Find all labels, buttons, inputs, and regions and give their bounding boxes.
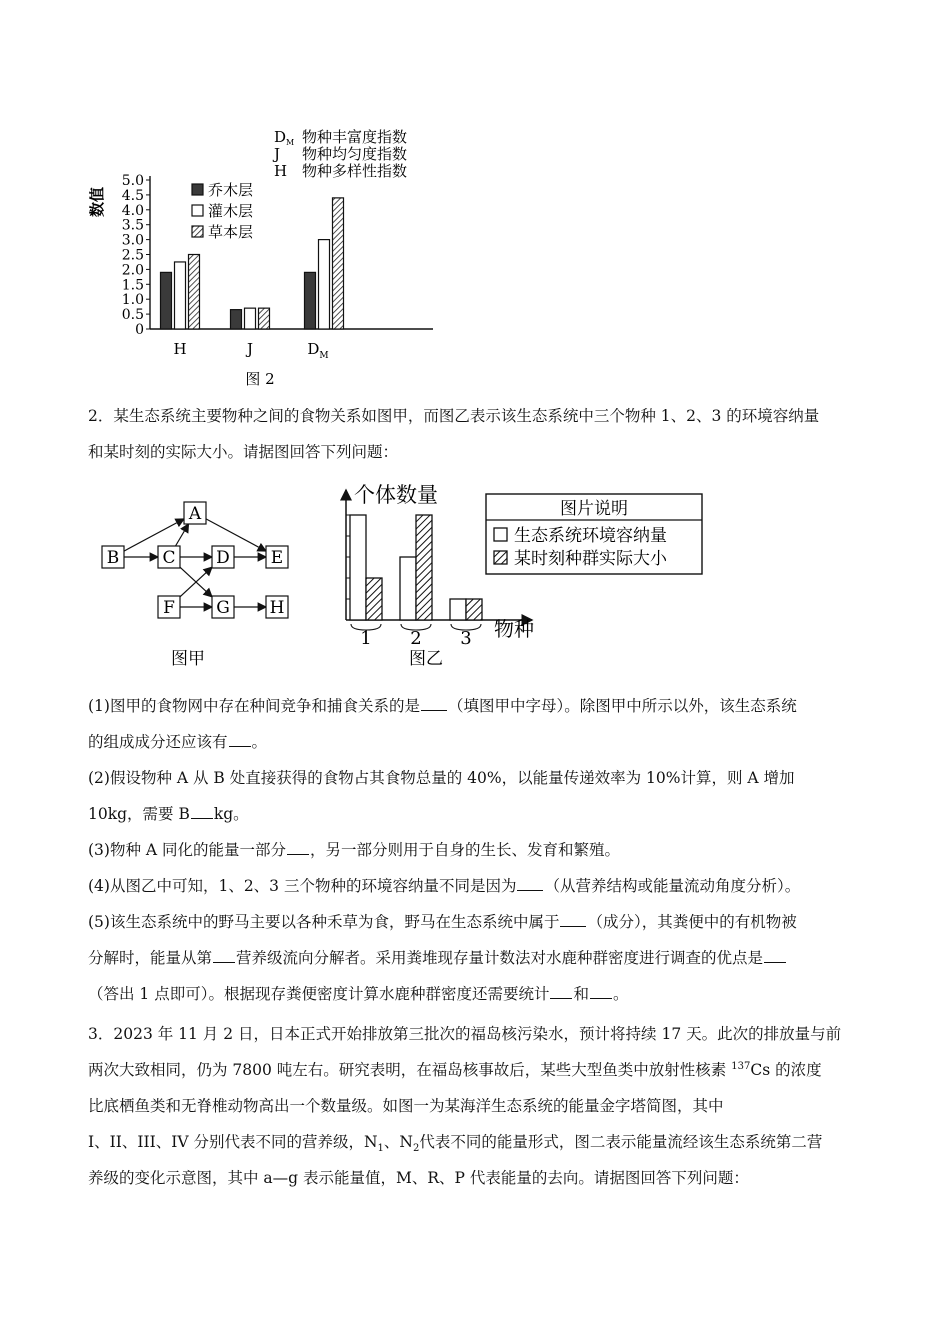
answer-blank[interactable] [287, 840, 309, 855]
q3-line5: 养级的变化示意图，其中 a—g 表示能量值，M、R、P 代表能量的去向。请据图回答下列问题： [88, 1169, 749, 1187]
yi-legend-swatch-capacity [494, 528, 507, 541]
yi-bar-2-capacity [400, 557, 416, 620]
index-legend-text: 物种均匀度指数 [302, 145, 408, 163]
index-legend-text: 物种多样性指数 [302, 162, 408, 180]
answer-blank[interactable] [421, 696, 447, 711]
q3-line2: 两次大致相同，仍为 7800 吨左右。研究表明，在福岛核事故后，某些大型鱼类中放射性核素 $^{137}$Cs 的浓度 [88, 1060, 822, 1079]
bar-J-乔木层 [231, 310, 242, 329]
answer-blank[interactable] [229, 732, 251, 747]
node-label-G: G [216, 598, 230, 618]
figure-2-bar-chart [88, 122, 448, 394]
food-web-diagram [86, 484, 296, 674]
y-tick-labels [122, 173, 150, 338]
legend-swatch [192, 226, 203, 237]
question-2-subquestions [88, 688, 868, 1012]
yi-y-label: 个体数量 [354, 483, 438, 507]
answer-blank[interactable] [517, 876, 543, 891]
q2-s5-cont1: 分解时，能量从第 营养级流向分解者。采用粪堆现存量计数法对水鹿种群密度进行调查的优点是 [88, 949, 787, 967]
yi-bar-3-actual [466, 599, 482, 620]
answer-blank[interactable] [213, 948, 235, 963]
legend-label: 乔木层 [208, 181, 254, 199]
y-tick-label: 1.0 [121, 292, 144, 309]
answer-blank[interactable] [590, 984, 612, 999]
food-web-arrows [124, 519, 266, 607]
node-label-E: E [270, 548, 284, 568]
legend-swatch [192, 184, 203, 195]
answer-blank[interactable] [764, 948, 786, 963]
legend-swatch [192, 205, 203, 216]
answer-blank[interactable] [550, 984, 572, 999]
yi-bars [350, 515, 482, 620]
answer-blank[interactable] [560, 912, 586, 927]
q3-line3: 比底栖鱼类和无脊椎动物高出一个数量级。如图一为某海洋生态系统的能量金字塔简图，其中 [88, 1097, 724, 1115]
yi-legend-item-capacity: 生态系统环境容纳量 [514, 526, 667, 546]
bar-J-草本层 [259, 308, 270, 329]
q3-line4: I、II、III、IV 分别代表不同的营养级，$N_1$、$N_2$代表不同的能量形式，图二表示能量流经该生态系统第二营 [88, 1133, 823, 1155]
population-bar-chart [334, 476, 714, 676]
q2-s5: (5)该生态系统中的野马主要以各种禾草为食，野马在生态系统中属于 （成分），其粪便中的有机物被 [88, 913, 797, 931]
q2-intro-line2: 和某时刻的实际大小。请据图回答下列问题： [88, 443, 399, 461]
index-legend [272, 128, 407, 180]
series-legend [192, 181, 253, 241]
yi-x-tick-label: 1 [360, 628, 372, 649]
index-legend-abbr: J [274, 145, 281, 163]
food-web-nodes [102, 502, 288, 618]
yi-x-label: 物种 [494, 617, 534, 641]
q2-s3: (3)物种 A 同化的能量一部分 ，另一部分则用于自身的生长、发育和繁殖。 [88, 841, 621, 859]
bar-DM-乔木层 [305, 272, 316, 329]
yi-legend-box [486, 494, 702, 574]
y-tick-label: 0.5 [121, 307, 144, 324]
yi-bar-3-capacity [450, 599, 466, 620]
y-tick-label: 0 [135, 322, 144, 338]
q2-s2: (2)假设物种 A 从 B 处直接获得的食物占其食物总量的 40%，以能量传递效率为 10%计算，则 A 增加 [88, 769, 795, 787]
node-label-F: F [163, 598, 175, 618]
legend-label: 草本层 [208, 223, 254, 241]
y-tick-label: 1.5 [121, 277, 144, 294]
yi-legend-swatch-actual [494, 551, 507, 564]
node-label-D: D [216, 548, 230, 568]
y-tick-label: 3.0 [121, 232, 144, 249]
node-label-A: A [188, 504, 202, 524]
q2-intro-line1: 2．某生态系统主要物种之间的食物关系如图甲，而图乙表示该生态系统中三个物种 1、2、3 的环境容纳量 [88, 407, 820, 425]
x-tick-label: H [173, 340, 187, 358]
node-label-H: H [269, 598, 285, 618]
x-tick-labels [173, 340, 328, 361]
node-label-C: C [162, 548, 176, 568]
yi-x-tick-labels [351, 624, 481, 649]
yi-bar-1-capacity [350, 515, 366, 620]
y-tick-label: 4.0 [121, 202, 144, 219]
q2-s4: (4)从图乙中可知，1、2、3 三个物种的环境容纳量不同是因为 （从营养结构或能量流动角度分析）。 [88, 877, 801, 895]
web-caption: 图甲 [171, 649, 205, 669]
index-legend-text: 物种丰富度指数 [302, 128, 408, 146]
yi-bar-2-actual [416, 515, 432, 620]
y-tick-label: 3.5 [121, 217, 144, 234]
q2-s1: (1)图甲的食物网中存在种间竞争和捕食关系的是 （填图甲中字母）。除图甲中所示以外，该生态系统 [88, 697, 797, 715]
question-3-text [88, 1016, 868, 1196]
yi-legend-item-actual: 某时刻种群实际大小 [514, 549, 667, 569]
y-axis-label: 数值 [88, 186, 106, 218]
figure-caption: 图 2 [245, 370, 275, 388]
bar-H-灌木层 [175, 262, 186, 329]
y-tick-label: 5.0 [121, 173, 144, 189]
index-legend-abbr: $D_M$ [274, 128, 295, 147]
q2-s5-cont2: （答出 1 点即可）。根据现存粪便密度计算水鹿种群密度还需要统计 和 。 [88, 985, 629, 1003]
yi-legend-title: 图片说明 [560, 499, 628, 519]
yi-x-tick-label: 2 [410, 628, 422, 649]
y-tick-label: 4.5 [121, 187, 144, 204]
arrow-C-to-A [176, 524, 189, 546]
yi-caption: 图乙 [409, 649, 443, 669]
yi-bar-1-actual [366, 578, 382, 620]
y-tick-label: 2.5 [121, 247, 144, 264]
bar-J-灌木层 [245, 308, 256, 329]
yi-x-tick-label: 3 [460, 628, 472, 649]
x-tick-label: J [246, 340, 254, 358]
node-label-B: B [106, 548, 120, 568]
q2-s2-cont: 10kg，需要 B kg。 [88, 805, 249, 823]
x-tick-label: $D_M$ [307, 340, 329, 361]
legend-label: 灌木层 [208, 202, 254, 220]
question-2-intro [88, 398, 868, 470]
bar-DM-草本层 [333, 198, 344, 329]
bar-H-草本层 [189, 255, 200, 330]
q3-line1: 3．2023 年 11 月 2 日，日本正式开始排放第三批次的福岛核污染水，预计将持续 17 天。此次的排放量与前 [88, 1025, 842, 1043]
y-tick-label: 2.0 [121, 262, 144, 279]
index-legend-abbr: H [274, 162, 288, 180]
bar-DM-灌木层 [319, 240, 330, 329]
bar-H-乔木层 [161, 272, 172, 329]
q2-s1-cont: 的组成成分还应该有 。 [88, 733, 268, 751]
answer-blank[interactable] [191, 804, 213, 819]
